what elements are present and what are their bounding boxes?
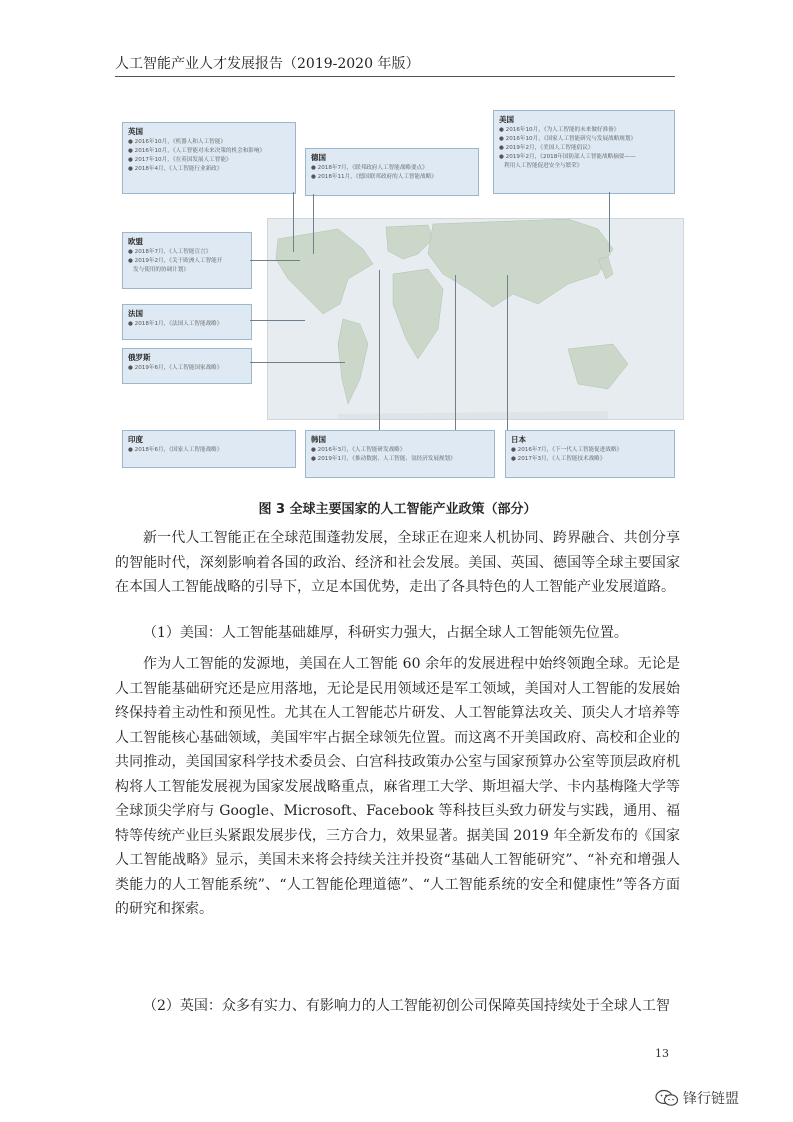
policy-item: ● 2019年2月，《2018年国防部人工智能战略摘要—— — [499, 154, 636, 160]
leader-line — [609, 192, 610, 252]
policy-item: ● 2018年6月，《国家人工智能战略》 — [128, 447, 223, 453]
body-paragraph: 作为人工智能的发源地，美国在人工智能 60 余年的发展进程中始终领跑全球。无论是人工智能基础研究还是应用落地，无论是民用领域还是军工领域，美国对人工智能的发展始终保持着主动性和预见性。尤其在人工智能芯片研发、人工智能算法攻关、顶尖人才培养等人工智能核心基础领域，美国牢牢占据全球领先位置。而这离不开美国政府、高校和企业的共同推动，美国国家科学技术委员会、白宫科技政策办公室与国家预算办公室等顶层政府机构将人工智能发展视为国家发展战略重点，麻省理工大学、斯坦福大学、卡内基梅隆大学等全球顶尖学府与 Google、Microsoft、Facebook 等科技巨头致力研发与实践，通用、福特等传统产业巨头紧跟发展步伐，三方合力，效果显著。据美国 2019 年全新发布的《国家人工智能战略》显示，美国未来将会持续关注并投资“基础人工智能研究”、“补充和增强人类能力的人工智能系统”、“人工智能伦理道德”、“人工智能系统的安全和健康性”等各方面的研究和探索。 — [115, 656, 680, 917]
body-paragraph: 新一代人工智能正在全球范围蓬勃发展，全球正在迎来人机协同、跨界融合、共创分享的智能时代，深刻影响着各国的政治、经济和社会发展。美国、英国、德国等全球主要国家在本国人工智能战略的引导下，立足本国优势，走出了各具特色的人工智能产业发展道路。 — [115, 530, 680, 595]
policy-item: ● 2016年10月，《为人工智能的未来做好准备》 — [499, 127, 620, 133]
leader-line — [250, 362, 345, 363]
policy-box-france — [122, 304, 252, 340]
policy-item: ● 2016年10月，《机器人和人工智能》 — [128, 139, 226, 145]
policy-box-title: 俄罗斯 — [128, 353, 151, 362]
policy-map-figure — [115, 100, 680, 490]
policy-box-uk — [122, 122, 296, 194]
policy-box-title: 美国 — [499, 115, 514, 124]
leader-line — [379, 270, 380, 430]
policy-box-russia — [122, 348, 252, 384]
leader-line — [250, 260, 300, 261]
policy-item: 利用人工智能促进安全与繁荣》 — [504, 163, 583, 169]
page-number: 13 — [655, 1047, 669, 1060]
policy-box-title: 印度 — [128, 435, 143, 444]
policy-item: ● 2018年7月，《人工智能宣言》 — [128, 249, 212, 255]
watermark-text: 锋行链盟 — [683, 1091, 739, 1107]
policy-item: 发与使用的协调计划》 — [133, 267, 189, 273]
policy-item: ● 2016年7月，《下一代人工智能促进战略》 — [511, 447, 623, 453]
policy-item: ● 2016年3月，《人工智能研发战略》 — [311, 447, 406, 453]
leader-line — [455, 275, 456, 430]
policy-box-title: 韩国 — [311, 435, 326, 444]
leader-line — [293, 192, 294, 252]
world-map-shapes — [268, 219, 683, 419]
section-heading-uk: （2）英国：众多有实力、有影响力的人工智能初创公司保障英国持续处于全球人工智 — [143, 998, 670, 1014]
policy-box-title: 法国 — [128, 309, 143, 318]
header-rule — [115, 76, 675, 77]
policy-box-title: 欧盟 — [128, 237, 143, 246]
leader-line — [250, 320, 305, 321]
figure-caption: 图 3 全球主要国家的人工智能产业政策（部分） — [258, 502, 537, 517]
policy-item: ● 2018年4月，《人工智能行业新政》 — [128, 166, 223, 172]
policy-item: ● 2016年10月，《人工智能对未来决策的机会和影响》 — [128, 148, 266, 154]
policy-box-india — [122, 430, 296, 468]
policy-box-title: 德国 — [311, 153, 326, 162]
policy-box-korea — [305, 430, 495, 478]
leader-line — [507, 275, 508, 430]
running-header: 人工智能产业人才发展报告（2019-2020 年版） — [115, 56, 420, 72]
policy-item: ● 2018年1月，《法国人工智能战略》 — [128, 321, 223, 327]
policy-box-title: 日本 — [511, 435, 526, 444]
leader-line — [313, 194, 314, 254]
policy-item: ● 2019年1月，《推动数据、人工智能、氢经济发展规划》 — [311, 456, 456, 462]
section-heading-usa: （1）美国：人工智能基础雄厚，科研实力强大，占据全球人工智能领先位置。 — [143, 625, 628, 641]
policy-box-eu — [122, 232, 252, 289]
policy-item: ● 2018年7月，《联邦政府人工智能战略要点》 — [311, 165, 428, 171]
world-map — [267, 218, 684, 420]
policy-box-title: 英国 — [128, 127, 143, 136]
policy-item: ● 2019年6月，《人工智能国家战略》 — [128, 365, 223, 371]
policy-box-japan — [505, 430, 675, 478]
policy-item: ● 2018年11月，《德国联邦政府的人工智能战略》 — [311, 174, 437, 180]
wechat-icon — [655, 1089, 679, 1107]
watermark — [655, 1088, 739, 1108]
policy-item: ● 2019年2月，《关于欧洲人工智能开 — [128, 258, 223, 264]
policy-box-usa — [493, 110, 675, 194]
policy-item: ● 2016年10月，《国家人工智能研究与发展战略规划》 — [499, 136, 637, 142]
policy-item: ● 2017年3月，《人工智能技术战略》 — [511, 456, 606, 462]
policy-item: ● 2017年10月，《在英国发展人工智能》 — [128, 157, 232, 163]
policy-item: ● 2019年2月，《美国人工智能倡议》 — [499, 145, 594, 151]
policy-box-germany — [305, 148, 479, 196]
